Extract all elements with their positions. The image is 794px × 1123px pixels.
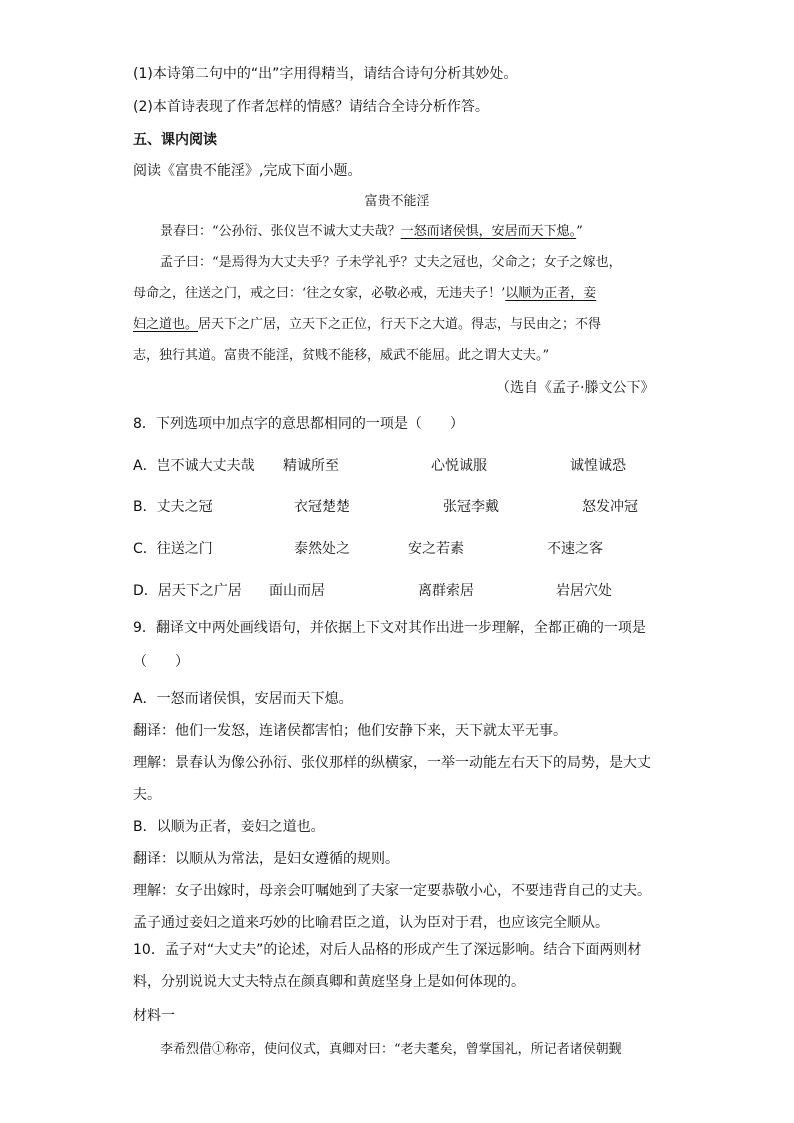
underlined-sentence-2b: 妇之道也。 [133, 317, 199, 332]
option-word: 岩居穴处 [556, 583, 612, 599]
q9-stem: 9．翻译文中两处画线语句，并依据上下文对其作出进一步理解，全都正确的一项是 [133, 620, 646, 636]
option-word: 泰然处之 [294, 541, 350, 557]
option-label: A．岂不诚大丈夫哉 [133, 458, 255, 474]
option-word: 面山而居 [269, 583, 325, 599]
passage-text: 母命之，往送之门，戒之曰：‘往之女家，必敬必戒，无违夫子！’ [133, 286, 506, 301]
q8-stem: 8．下列选项中加点字的意思都相同的一项是（ ） [133, 416, 464, 432]
passage-line-4 [133, 315, 601, 335]
underlined-sentence-2a: 以顺为正者，妾 [505, 286, 597, 301]
option-word: 安之若素 [408, 541, 464, 557]
passage-source: （选自《孟子·滕文公下》 [496, 380, 655, 396]
option-label: D．居天下之广居 [133, 583, 242, 599]
passage-line-5: 志，独行其道。富贵不能淫，贫贱不能移，威武不能屈。此之谓大丈夫。” [133, 348, 550, 363]
option-word: 怒发冲冠 [582, 499, 638, 515]
passage-line-3 [133, 284, 596, 304]
material-1-heading: 材料一 [133, 1008, 175, 1024]
q9-option-b: B．以顺为正者，妾妇之道也。 [133, 819, 325, 835]
question-2: (2)本首诗表现了作者怎样的情感？请结合全诗分析作答。 [133, 99, 489, 115]
option-word: 衣冠楚楚 [294, 499, 350, 515]
q9-b-understanding: 理解：女子出嫁时，母亲会叮嘱她到了夫家一定要恭敬小心，不要违背自己的丈夫。 [133, 883, 651, 899]
option-word: 不速之客 [547, 541, 603, 557]
q9-answer-paren: （ ） [133, 654, 189, 670]
question-1: (1)本诗第二句中的“出”字用得精当，请结合诗句分析其妙处。 [133, 66, 518, 82]
material-1-text: 李希烈借①称帝，使问仪式，真卿对曰：“老夫耄矣，曾掌国礼，所记者诸侯朝觐 [160, 1042, 622, 1057]
option-word: 诚惶诚恐 [570, 458, 626, 474]
q10-stem-cont: 料，分别说说大丈夫特点在颜真卿和黄庭坚身上是如何体现的。 [133, 974, 525, 990]
option-label: C．往送之门 [133, 541, 213, 557]
option-label: B．丈夫之冠 [133, 499, 213, 515]
passage-text: ” [576, 224, 583, 239]
q9-b-understanding-cont: 孟子通过妾妇之道来巧妙的比喻君臣之道，认为臣对于君，也应该完全顺从。 [133, 915, 609, 931]
option-word: 张冠李戴 [443, 499, 499, 515]
passage-text: 景春曰：“公孙衍、张仪岂不诚大丈夫哉？ [160, 224, 401, 239]
passage-line-2: 孟子曰：“是焉得为大丈夫乎？子未学礼乎？丈夫之冠也，父命之；女子之嫁也， [160, 255, 622, 270]
q9-option-a: A．一怒而诸侯惧，安居而天下熄。 [133, 691, 353, 707]
passage-text: 居天下之广居，立天下之正位，行天下之大道。得志，与民由之；不得 [198, 317, 602, 332]
q9-b-translation: 翻译：以顺从为常法，是妇女遵循的规则。 [133, 851, 399, 867]
option-word: 心悦诚服 [431, 458, 487, 474]
section-heading: 五、课内阅读 [133, 132, 217, 148]
section-instruction: 阅读《富贵不能淫》,完成下面小题。 [133, 163, 362, 179]
option-word: 离群索居 [418, 583, 474, 599]
q10-stem: 10．孟子对“大丈夫”的论述，对后人品格的形成产生了深远影响。结合下面两则材 [133, 942, 642, 958]
passage-title: 富贵不能淫 [364, 194, 430, 209]
passage-line-1 [160, 222, 583, 242]
q9-a-translation: 翻译：他们一发怒，连诸侯都害怕；他们安静下来，天下就太平无事。 [133, 723, 567, 739]
underlined-sentence-1: 一怒而诸侯惧，安居而天下熄。 [400, 224, 577, 239]
q9-a-understanding: 理解：景春认为像公孙衍、张仪那样的纵横家，一举一动能左右天下的局势，是大丈 [133, 755, 651, 771]
option-word: 精诚所至 [283, 458, 339, 474]
q9-a-understanding-cont: 夫。 [133, 787, 161, 803]
